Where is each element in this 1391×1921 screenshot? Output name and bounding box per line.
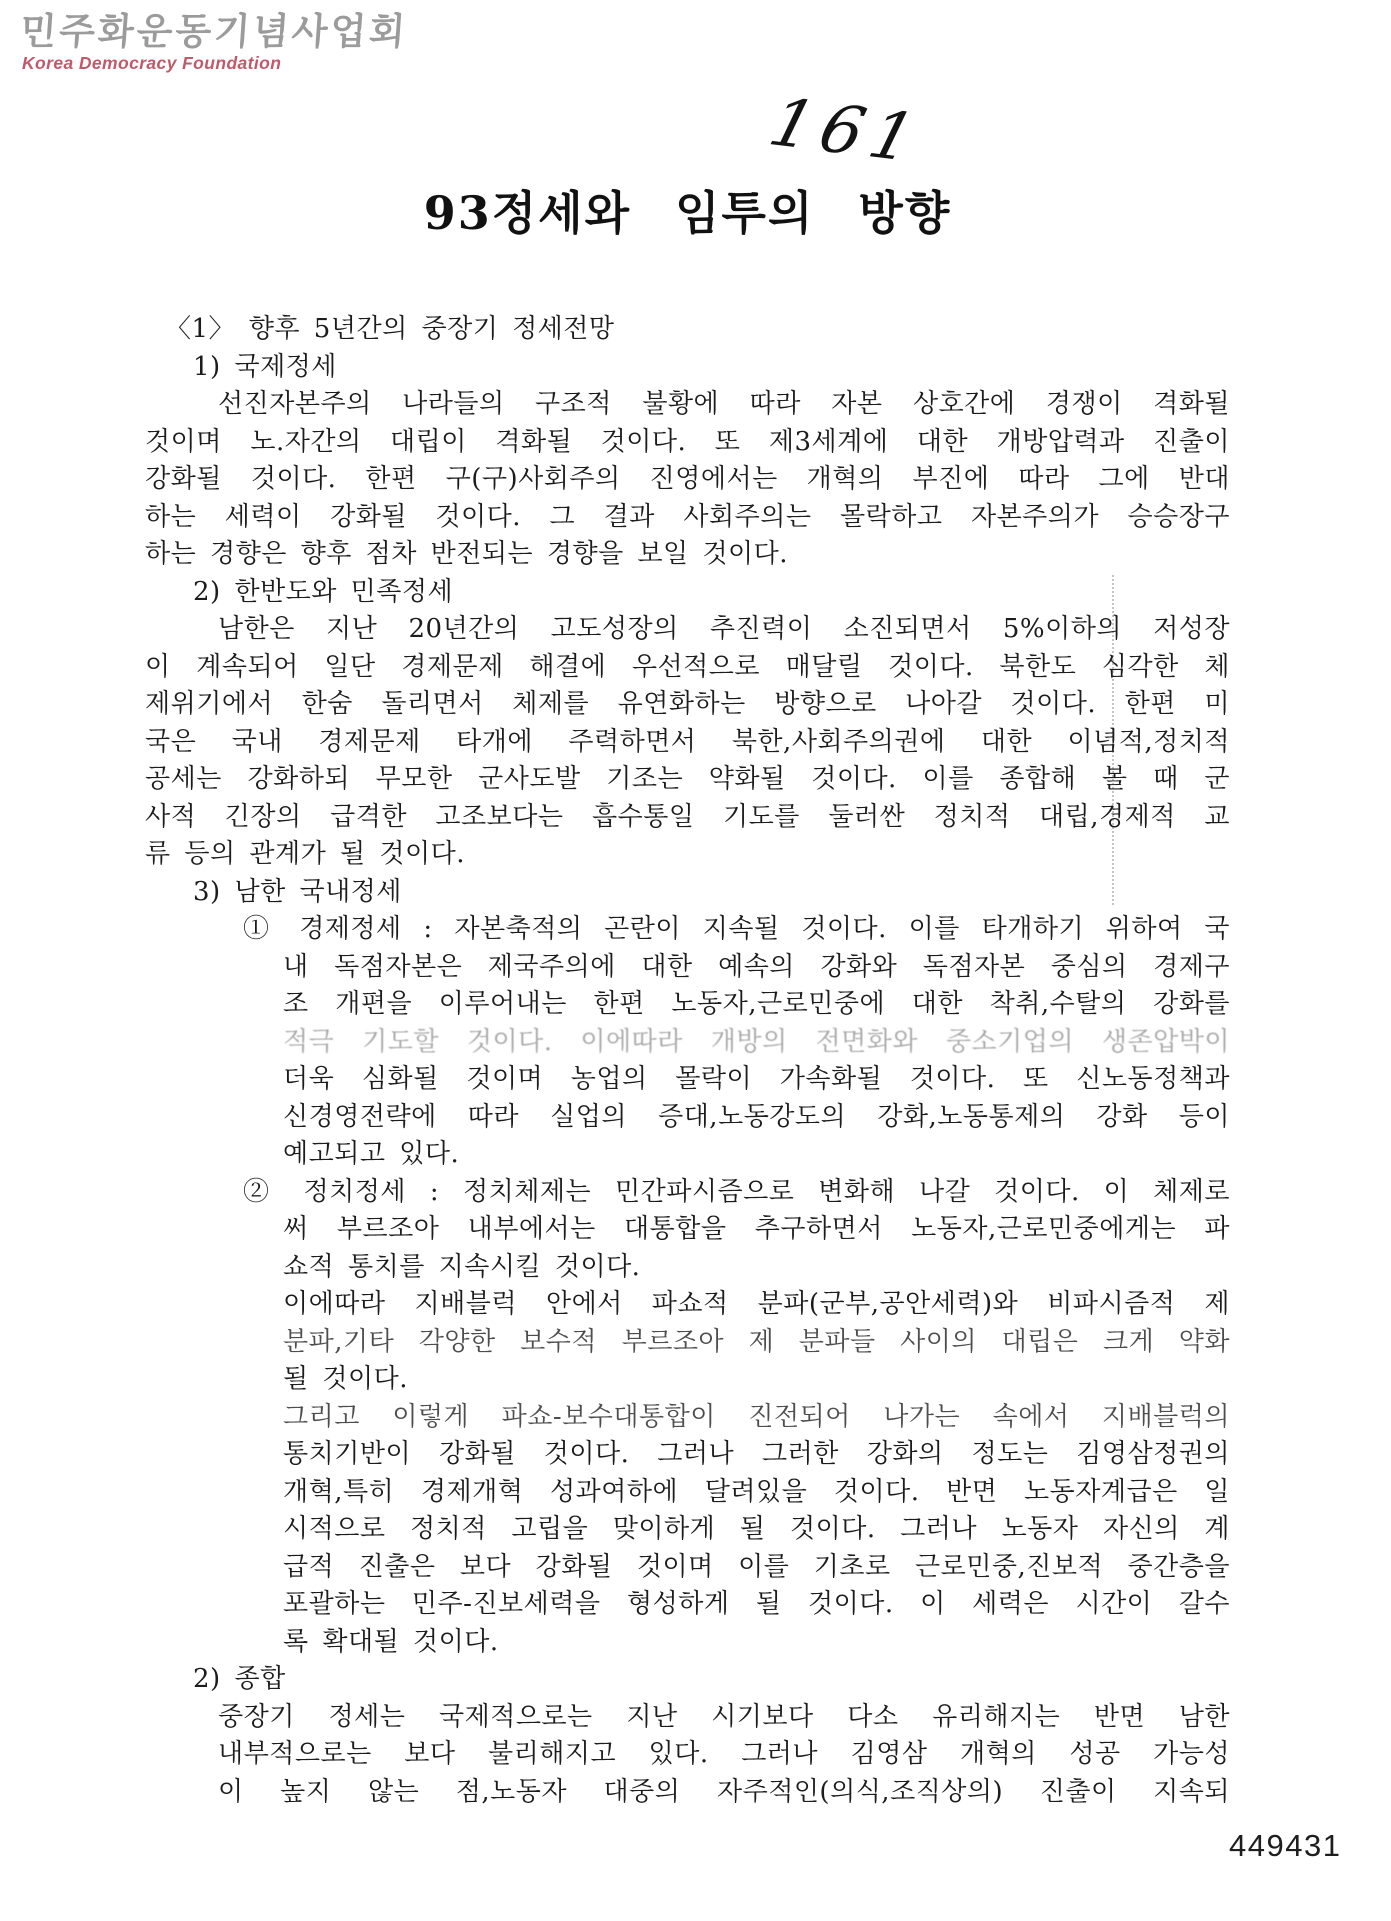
text-line: 신경영전략에 따라 실업의 증대,노동강도의 강화,노동통제의 강화 등이: [283, 1101, 1230, 1132]
text-line: 포괄하는 민주-진보세력을 형성하게 될 것이다. 이 세력은 시간이 갈수: [283, 1589, 1230, 1619]
text-line: 쇼적 통치를 지속시킬 것이다.: [283, 1251, 641, 1282]
text-line: 이 높지 않는 점,노동자 대중의 자주적인(의식,조직상의) 진출이 지속되: [218, 1776, 1230, 1807]
text-line: 이 계속되어 일단 경제문제 해결에 우선적으로 매달릴 것이다. 북한도 심각한 체: [145, 651, 1230, 682]
text-line: 개혁,특히 경제개혁 성과여하에 달려있을 것이다. 반면 노동자계급은 일: [283, 1476, 1230, 1507]
foundation-logo: [18, 9, 410, 74]
text-line: 록 확대될 것이다.: [283, 1626, 499, 1657]
text-line: 공세는 강화하되 무모한 군사도발 기조는 약화될 것이다. 이를 종합해 볼 때 군: [145, 764, 1230, 794]
text-line: 3) 남한 국내정세: [193, 876, 402, 907]
text-line: 내 독점자본은 제국주의에 대한 예속의 강화와 독점자본 중심의 경제구: [283, 951, 1230, 982]
text-line: 써 부르조아 내부에서는 대통합을 추구하면서 노동자,근로민중에게는 파: [283, 1214, 1230, 1244]
text-line: 적극 기도할 것이다. 이에따라 개방의 전면화와 중소기업의 생존압박이: [283, 1026, 1230, 1057]
text-line: 하는 경향은 향후 점차 반전되는 경향을 보일 것이다.: [145, 539, 789, 569]
text-line: 류 등의 관계가 될 것이다.: [145, 839, 465, 869]
text-line: 1) 국제정세: [193, 351, 337, 382]
text-line: 사적 긴장의 급격한 고조보다는 흡수통일 기도를 둘러싼 정치적 대립,경제적 교: [145, 801, 1230, 832]
text-line: 2) 종합: [193, 1664, 286, 1694]
document-body: [145, 311, 1230, 1811]
text-line: 이에따라 지배블럭 안에서 파쇼적 분파(군부,공안세력)와 비파시즘적 제: [283, 1289, 1230, 1319]
archive-page-number: 449431: [1229, 1828, 1342, 1863]
handwritten-folio-number: 161: [761, 84, 931, 178]
text-line: 국은 국내 경제문제 타개에 주력하면서 북한,사회주의권에 대한 이념적,정치적: [145, 726, 1230, 757]
text-line: 통치기반이 강화될 것이다. 그러나 그러한 강화의 정도는 김영삼정권의: [283, 1439, 1230, 1469]
text-line: 하는 세력이 강화될 것이다. 그 결과 사회주의는 몰락하고 자본주의가 승승장구: [145, 501, 1230, 532]
text-line: 제위기에서 한숨 돌리면서 체제를 유연화하는 방향으로 나아갈 것이다. 한편 미: [145, 689, 1230, 719]
foundation-logo-english: Korea Democracy Foundation: [22, 53, 282, 73]
text-line: 선진자본주의 나라들의 구조적 불황에 따라 자본 상호간에 경쟁이 격화될: [218, 389, 1230, 419]
text-line: 될 것이다.: [283, 1364, 408, 1394]
text-line: 급적 진출은 보다 강화될 것이며 이를 기초로 근로민중,진보적 중간층을: [283, 1551, 1230, 1582]
text-line: ① 경제정세 : 자본축적의 곤란이 지속될 것이다. 이를 타개하기 위하여 국: [243, 914, 1230, 944]
scan-fold-artifact: [1112, 575, 1114, 905]
text-line: 내부적으로는 보다 불리해지고 있다. 그러나 김영삼 개혁의 성공 가능성: [218, 1739, 1230, 1769]
text-line: ② 정치정세 : 정치체제는 민간파시즘으로 변화해 나갈 것이다. 이 체제로: [243, 1176, 1230, 1207]
document-title: 93정세와 임투의 방향: [423, 186, 952, 240]
text-line: 더욱 심화될 것이며 농업의 몰락이 가속화될 것이다. 또 신노동정책과: [283, 1064, 1230, 1094]
foundation-logo-korean: 민주화운동기념사업회: [18, 9, 410, 53]
text-line: 그리고 이렇게 파쇼-보수대통합이 진전되어 나가는 속에서 지배블럭의: [283, 1401, 1230, 1432]
text-line: 것이며 노.자간의 대립이 격화될 것이다. 또 제3세계에 대한 개방압력과 진출이: [145, 426, 1230, 457]
text-line: 분파,기타 각양한 보수적 부르조아 제 분파들 사이의 대립은 크게 약화: [283, 1326, 1230, 1357]
text-line: 2) 한반도와 민족정세: [193, 576, 454, 607]
text-line: 시적으로 정치적 고립을 맞이하게 될 것이다. 그러나 노동자 자신의 계: [283, 1514, 1230, 1544]
text-line: 조 개편을 이루어내는 한편 노동자,근로민중에 대한 착취,수탈의 강화를: [283, 989, 1230, 1019]
text-line: 예고되고 있다.: [283, 1139, 460, 1169]
text-line: 중장기 정세는 국제적으로는 지난 시기보다 다소 유리해지는 반면 남한: [218, 1701, 1230, 1732]
text-line: 강화될 것이다. 한편 구(구)사회주의 진영에서는 개혁의 부진에 따라 그에 반대: [145, 464, 1230, 494]
text-line: 남한은 지난 20년간의 고도성장의 추진력이 소진되면서 5%이하의 저성장: [218, 614, 1230, 644]
text-line: 〈1〉 향후 5년간의 중장기 정세전망: [165, 314, 615, 344]
